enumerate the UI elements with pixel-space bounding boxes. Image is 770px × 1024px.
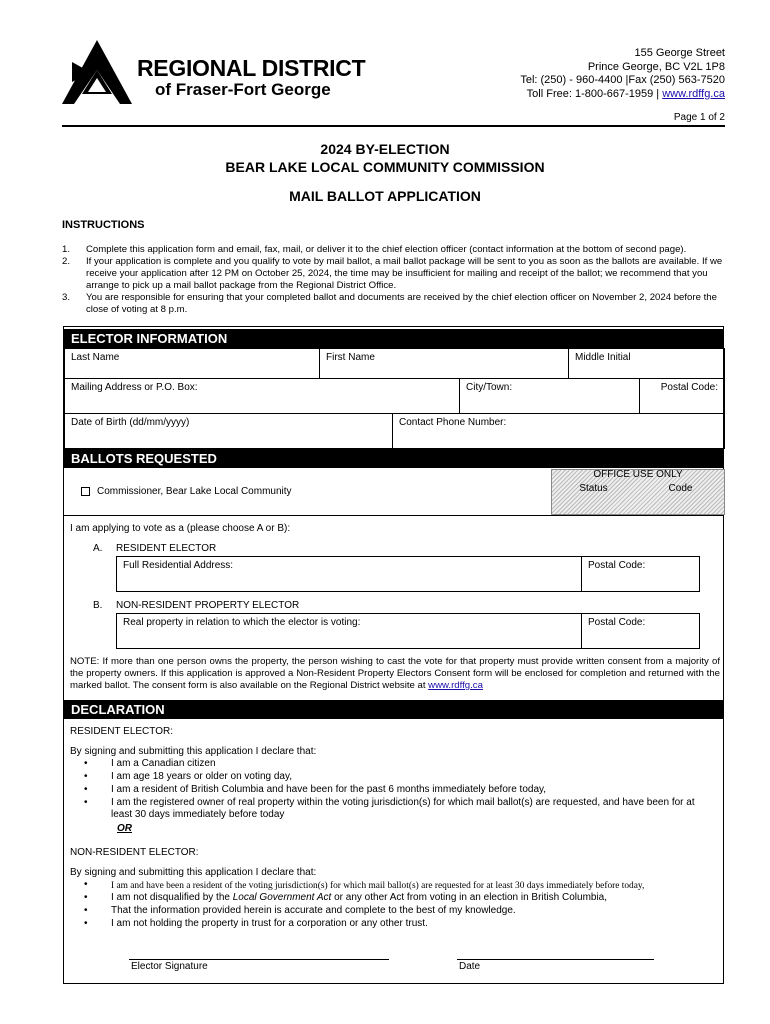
resident-postal-code-label: Postal Code: [588,560,646,571]
first-name-label: First Name [326,352,375,363]
date-of-birth-field[interactable] [64,413,393,449]
item-text: or any other Act from voting in an election in British Columbia, [331,892,608,903]
non-resident-declaration-heading: NON-RESIDENT ELECTOR: [70,847,199,858]
last-name-field[interactable] [64,348,320,379]
last-name-label: Last Name [71,352,120,363]
page-number: Page 1 of 2 [673,112,725,123]
note-text: NOTE: If more than one person owns the property, the person wishing to cast the vote for that property must provide written consent from a majority of the property owners. If this application is approved a Non-Resident Property Electors Consent form will be enclosed for completion and returned with the marked ballot. The consent form is also available on the Regional District website at [70,656,720,691]
date-line[interactable] [457,959,654,960]
address-line3: Tel: (250) - 960-4400 |Fax (250) 563-7520 [520,74,725,86]
real-property-label: Real property in relation to which the elector is voting: [123,617,361,628]
bullet: • [84,758,88,769]
mailing-address-label: Mailing Address or P.O. Box: [71,382,198,393]
title-commission: BEAR LAKE LOCAL COMMUNITY COMMISSION [225,159,545,175]
instruction-number: 2. [62,256,71,267]
ballots-requested-heading: BALLOTS REQUESTED [64,449,723,468]
status-label: Status [579,483,608,494]
title-by-election: 2024 BY-ELECTION [320,141,450,157]
bullet: • [84,879,88,890]
instructions-list [62,244,732,316]
bullet: • [84,918,88,929]
signature-line[interactable] [129,959,389,960]
full-residential-address-field[interactable] [116,556,582,592]
commissioner-checkbox[interactable] [81,487,90,496]
instruction-text: Complete this application form and email, fax, mail, or deliver it to the chief election officer (contact information at the bottom of second page). [86,244,687,255]
address-line2: Prince George, BC V2L 1P8 [587,60,725,73]
resident-declaration-item: I am age 18 years or older on voting day, [111,771,293,782]
resident-declaration-heading: RESIDENT ELECTOR: [70,726,173,737]
address-line1: 155 George Street [634,47,725,59]
date-of-birth-label: Date of Birth (dd/mm/yyyy) [71,417,190,428]
property-postal-code-field[interactable] [581,613,700,649]
non-resident-declaration-item: I am not holding the property in trust for a corporation or any other trust. [111,918,428,929]
website-link[interactable]: www.rdffg.ca [662,87,725,100]
ballots-divider [64,515,723,516]
toll-free: Toll Free: 1-800-667-1959 | [526,87,663,100]
resident-declaration-item: I am a Canadian citizen [111,758,216,769]
contact-address [520,47,725,101]
header-divider [62,125,725,127]
resident-declaration-item: I am the registered owner of real property within the voting jurisdiction(s) for which mail ballot(s) are requested, and have been for at least 30 days immediately before today [111,797,695,820]
non-resident-declaration-intro: By signing and submitting this application I declare that: [70,867,317,878]
bullet: • [84,892,88,903]
resident-elector-label: RESIDENT ELECTOR [116,543,217,554]
bullet: • [84,784,88,795]
org-name-line2: of Fraser-Fort George [155,80,331,99]
declaration-heading: DECLARATION [64,700,723,719]
full-residential-address-label: Full Residential Address: [123,560,234,571]
act-name: Local Government Act [232,892,332,903]
commissioner-option-label: Commissioner, Bear Lake Local Community [97,486,292,497]
instruction-text: If your application is complete and you qualify to vote by mail ballot, a mail ballot package will be sent to you as soon as the ballots are available. If we receive your application after 12 PM on October 25, 2024, the time may be insufficient for mailing and receipt of the ballot; we recommend that you arrange to pick up a mail ballot package from the Regional District Office. [86,256,723,291]
regional-district-logo [62,40,132,104]
instruction-number: 3. [62,292,71,303]
org-name-line1: REGIONAL DISTRICT [137,55,366,81]
instruction-text: You are responsible for ensuring that your completed ballot and documents are received by the chief election officer on November 2, 2024 before the close of voting at 8 p.m. [86,292,717,315]
elector-info-heading: ELECTOR INFORMATION [64,329,723,348]
address-line4 [520,88,725,102]
apply-intro: I am applying to vote as a (please choose A or B): [70,523,291,534]
real-property-field[interactable] [116,613,582,649]
bullet: • [84,905,88,916]
city-field[interactable] [459,378,640,414]
office-use-label: OFFICE USE ONLY [593,469,683,480]
note-website-link[interactable]: www.rdffg.ca [428,680,483,691]
postal-code-label: Postal Code: [660,382,718,393]
property-postal-code-label: Postal Code: [588,617,646,628]
postal-code-field[interactable] [639,378,725,414]
resident-declaration-item: I am a resident of British Columbia and have been for the past 6 months immediately before today, [111,784,547,795]
non-resident-elector-label: NON-RESIDENT PROPERTY ELECTOR [116,600,300,611]
code-label: Code [668,483,693,494]
instructions-heading: INSTRUCTIONS [62,219,145,231]
date-label: Date [459,961,481,972]
resident-postal-code-field[interactable] [581,556,700,592]
contact-phone-label: Contact Phone Number: [399,417,507,428]
instruction-number: 1. [62,244,71,255]
non-resident-declaration-item [111,892,711,904]
non-resident-declaration-item: That the information provided herein is accurate and complete to the best of my knowledge. [111,905,516,916]
middle-initial-field[interactable] [568,348,725,379]
instruction-item [62,256,732,292]
option-b-letter: B. [93,600,103,611]
middle-initial-label: Middle Initial [575,352,631,363]
application-form [63,326,724,984]
option-a-letter: A. [93,543,103,554]
bullet: • [84,771,88,782]
bullet: • [84,797,88,808]
signature-label: Elector Signature [131,961,208,972]
item-text: I am not disqualified by the [111,892,233,903]
non-resident-declaration-item: I am and have been a resident of the voting jurisdiction(s) for which mail ballot(s) are requested for at least 30 days immediately before today, [111,881,645,891]
title-form-name: MAIL BALLOT APPLICATION [289,188,481,204]
mailing-address-field[interactable] [64,378,460,414]
or-label: OR [117,823,132,834]
contact-phone-field[interactable] [392,413,725,449]
instruction-item [62,244,732,256]
resident-declaration-intro: By signing and submitting this application I declare that: [70,746,317,757]
instruction-item [62,292,732,316]
first-name-field[interactable] [319,348,569,379]
non-resident-note [70,656,720,692]
city-label: City/Town: [466,382,513,393]
